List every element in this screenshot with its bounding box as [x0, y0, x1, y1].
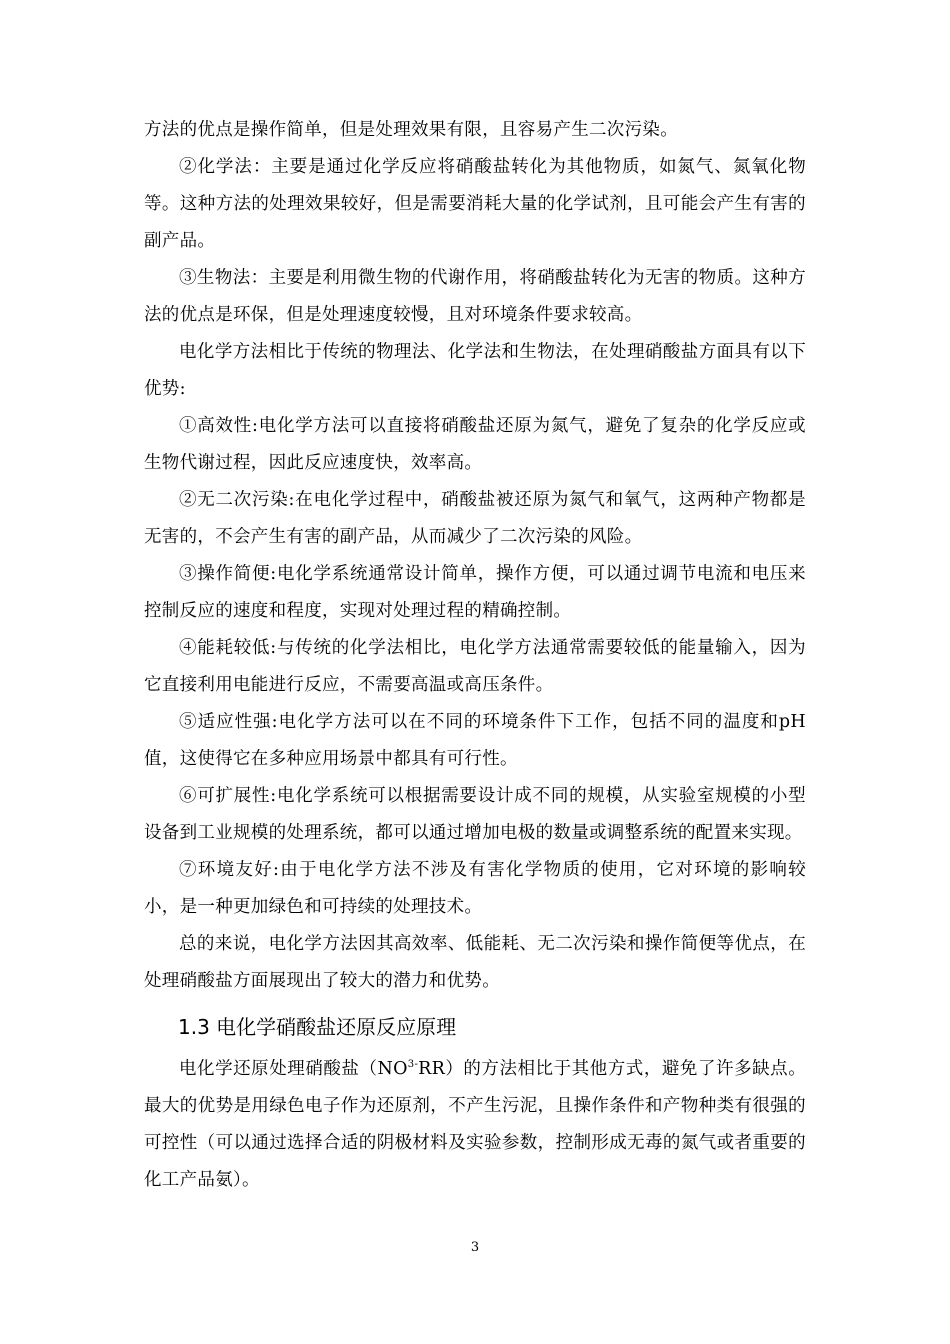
paragraph-easy-operation: ③操作简便:电化学系统通常设计简单，操作方便，可以通过调节电流和电压来控制反应的速度和程度，实现对处理过程的精确控制。: [144, 564, 806, 621]
body-text: [144, 112, 806, 1199]
paragraph-physical-method-end: 方法的优点是操作简单，但是处理效果有限，且容易产生二次污染。: [144, 120, 678, 140]
paragraph-scalability: ⑥可扩展性:电化学系统可以根据需要设计成不同的规模，从实验室规模的小型设备到工业规模的处理系统，都可以通过增加电极的数量或调整系统的配置来实现。: [144, 786, 806, 843]
paragraph-adaptability: ⑤适应性强:电化学方法可以在不同的环境条件下工作，包括不同的温度和pH值，这使得它在多种应用场景中都具有可行性。: [144, 712, 806, 769]
paragraph-eco-friendly: ⑦环境友好:由于电化学方法不涉及有害化学物质的使用，它对环境的影响较小，是一种更加绿色和可持续的处理技术。: [144, 860, 806, 917]
paragraph-advantages-intro: 电化学方法相比于传统的物理法、化学法和生物法，在处理硝酸盐方面具有以下优势:: [144, 342, 806, 399]
paragraph-high-efficiency: ①高效性:电化学方法可以直接将硝酸盐还原为氮气，避免了复杂的化学反应或生物代谢过程，因此反应速度快，效率高。: [144, 416, 806, 473]
section-heading: 1.3 电化学硝酸盐还原反应原理: [178, 1015, 457, 1039]
paragraph-biological-method: ③生物法：主要是利用微生物的代谢作用，将硝酸盐转化为无害的物质。这种方法的优点是环保，但是处理速度较慢，且对环境条件要求较高。: [144, 268, 806, 325]
nitrate-text-before: 电化学还原处理硝酸盐（NO: [179, 1059, 408, 1079]
paragraph-no-secondary-pollution: ②无二次污染:在电化学过程中，硝酸盐被还原为氮气和氧气，这两种产物都是无害的，不会产生有害的副产品，从而减少了二次污染的风险。: [144, 490, 806, 547]
page-number: 3: [470, 1240, 480, 1255]
paragraph-chemical-method: ②化学法：主要是通过化学反应将硝酸盐转化为其他物质，如氮气、氮氧化物等。这种方法的处理效果较好，但是需要消耗大量的化学试剂，且可能会产生有害的副产品。: [144, 157, 806, 251]
nitrate-superscript: 3-: [407, 1059, 419, 1071]
nitrate-text-after: RR）的方法相比于其他方式，避免了许多缺点。最大的优势是用绿色电子作为还原剂，不产生污泥，且操作条件和产物种类有很强的可控性（可以通过选择合适的阴极材料及实验参数，控制形成无毒的氮气或者重要的化工产品氨）。: [144, 1059, 807, 1190]
paragraph-nitrate-reduction-principle: [144, 1051, 806, 1199]
paragraph-low-energy: ④能耗较低:与传统的化学法相比，电化学方法通常需要较低的能量输入，因为它直接利用电能进行反应，不需要高温或高压条件。: [144, 638, 806, 695]
paragraph-summary: 总的来说，电化学方法因其高效率、低能耗、无二次污染和操作简便等优点，在处理硝酸盐方面展现出了较大的潜力和优势。: [144, 934, 806, 991]
